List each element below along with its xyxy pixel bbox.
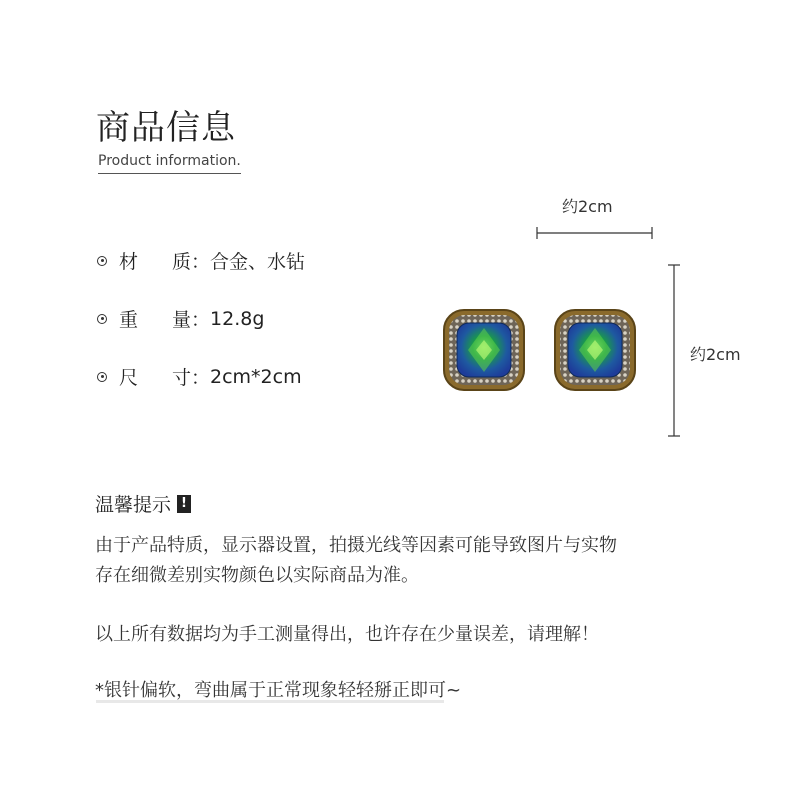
spec-label-char2: 寸： — [172, 367, 211, 389]
spec-value: 2cm*2cm — [210, 365, 302, 388]
exclamation-icon: ! — [177, 495, 191, 513]
tips-paragraph-2: 以上所有数据均为手工测量得出，也许存在少量误差，请理解！ — [95, 624, 599, 645]
height-dimension-label: 约2cm — [690, 345, 741, 364]
left-earring — [444, 310, 524, 390]
page-title: 商品信息 — [96, 108, 236, 148]
spec-material — [97, 247, 305, 274]
spec-value: 合金、水钻 — [210, 251, 306, 273]
tips-paragraph-1 — [95, 531, 617, 591]
height-dimension-line — [668, 265, 680, 436]
bullet-icon — [97, 256, 107, 266]
product-image-area — [430, 180, 790, 460]
spec-label-char2: 质： — [172, 251, 211, 273]
width-dimension-label: 约2cm — [562, 197, 613, 216]
tips-note: *银针偏软，弯曲属于正常现象轻轻掰正即可~ — [95, 680, 462, 701]
spec-label-char1: 重 — [119, 309, 139, 331]
tips-heading — [95, 490, 191, 517]
spec-weight — [97, 305, 264, 332]
spec-label-char2: 量： — [172, 309, 211, 331]
tips-paragraph-1-line-2: 存在细微差别实物颜色以实际商品为准。 — [95, 565, 419, 586]
right-earring — [555, 310, 635, 390]
spec-value: 12.8g — [210, 307, 265, 330]
page-subtitle: Product information. — [98, 153, 241, 174]
bullet-icon — [97, 314, 107, 324]
spec-size — [97, 363, 302, 390]
earring-illustration — [430, 180, 790, 460]
tips-paragraph-1-line-1: 由于产品特质，显示器设置，拍摄光线等因素可能导致图片与实物 — [95, 535, 617, 556]
spec-label-char1: 尺 — [119, 367, 139, 389]
tips-title: 温馨提示 — [95, 494, 172, 516]
spec-label-char1: 材 — [119, 251, 139, 273]
width-dimension-line — [537, 227, 652, 239]
bullet-icon — [97, 372, 107, 382]
